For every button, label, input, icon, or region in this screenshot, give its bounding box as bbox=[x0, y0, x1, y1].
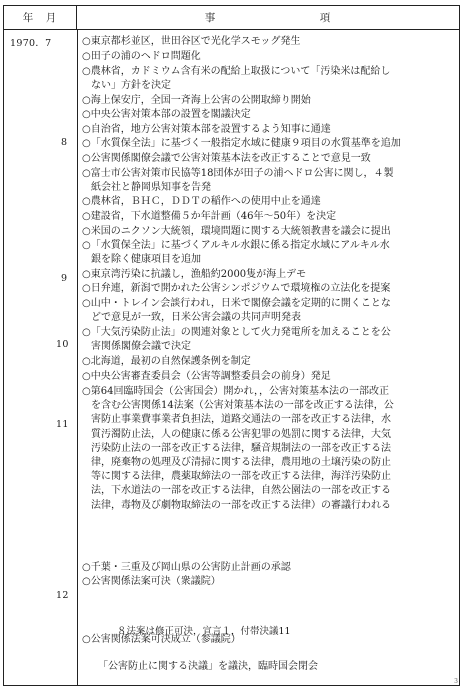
entry-line: 害防止事業費事業者負担法，道路交通法の一部を改正する法律，水 bbox=[91, 414, 391, 426]
entry bbox=[82, 239, 454, 267]
date-10: 10 bbox=[56, 339, 69, 350]
entry-line: ○自治省，地方公害対策本部を設置するよう知事に通達 bbox=[82, 124, 331, 135]
entry bbox=[82, 210, 454, 224]
date-11: 11 bbox=[56, 419, 69, 430]
entry-line: 害関係閣僚会議で決定 bbox=[91, 341, 191, 353]
date-1970-7: 1970．7 bbox=[10, 38, 52, 49]
entry-line: ない」方針を決定 bbox=[91, 80, 171, 92]
entry-line: 律，廃棄物の処理及び清掃に関する法律，農用地の土壌汚染の防止 bbox=[91, 457, 391, 469]
entry bbox=[82, 385, 454, 513]
entry bbox=[82, 561, 454, 575]
entry bbox=[82, 108, 454, 122]
entry-line: ○農林省，ＢＨＣ，ＤＤＴの稲作への使用中止を通達 bbox=[82, 196, 321, 207]
date-8: 8 bbox=[61, 137, 68, 148]
sub-note-house-vote: ８法案は修正可決，宣言１，付帯決議11 bbox=[117, 626, 291, 637]
chronology-table bbox=[3, 5, 460, 686]
entry bbox=[82, 152, 454, 166]
entry-line: ○中央公害対策本部の設置を閣議決定 bbox=[82, 109, 251, 120]
entry bbox=[82, 355, 454, 369]
entry-line: ○「大気汚染防止法」の関連対象として火力発電所を加えることを公 bbox=[82, 327, 391, 338]
entry bbox=[82, 50, 454, 64]
entry-line: 汚染防止法の一部を改正する法律，騒音規制法の一部を改正する法 bbox=[91, 442, 391, 454]
entry-line: ○第64回臨時国会（公害国会）開かれ，，公害対策基本法の一部改正 bbox=[82, 386, 390, 397]
entry-line: ○公害関係法案可決成立（参議院） bbox=[82, 634, 241, 645]
entry-line: 法律，毒物及び劇物取締法の一部を改正する法律）の審議行われる bbox=[91, 499, 391, 511]
entry bbox=[82, 370, 454, 384]
entry-line: ○東京湾汚染に抗議し，漁船約2000隻が海上デモ bbox=[82, 269, 307, 280]
entry-line: ○公害関係法案可決（衆議院） bbox=[82, 576, 221, 587]
date-12: 12 bbox=[56, 590, 69, 601]
entry-line: 質汚濁防止法，人の健康に係る公害犯罪の処罰に関する法律，大気 bbox=[91, 428, 391, 440]
entry-line: どで意見が一致，日米公害会議の共同声明発表 bbox=[91, 312, 301, 324]
entry-line: ○富士市公害対策市民協等18団体が田子の浦ヘドロ公害に関し，４製 bbox=[82, 168, 394, 179]
entry bbox=[82, 575, 454, 589]
entry bbox=[82, 137, 454, 151]
entry-line: ○建設省，下水道整備５か年計画（46年～50年）を決定 bbox=[82, 211, 337, 222]
entry-line: ○田子の浦のヘドロ問題化 bbox=[82, 51, 201, 62]
entry bbox=[82, 282, 454, 296]
entry-line: ○北海道，最初の自然保護条例を制定 bbox=[82, 356, 251, 367]
entry-line: 銀を除く健康項目を追加 bbox=[91, 254, 201, 266]
entry bbox=[82, 268, 454, 282]
entry-line: ○米国のニクソン大統領，環境問題に関する大統領教書を議会に提出 bbox=[82, 226, 391, 237]
entry-line: ○海上保安庁，全国一斉海上公害の公開取締り開始 bbox=[82, 95, 311, 106]
entry bbox=[82, 225, 454, 239]
entry-line: ○中央公害審査委員会（公害等調整委員会の前身）発足 bbox=[82, 371, 331, 382]
entry-line: 紙会社と静岡県知事を告発 bbox=[91, 182, 211, 194]
header-year-month: 年 月 bbox=[4, 6, 77, 30]
entry bbox=[82, 195, 454, 209]
entry bbox=[82, 123, 454, 137]
entry-line: を含む公害関係14法案（公害対策基本法の一部を改正する法律，公 bbox=[91, 400, 394, 412]
table-body bbox=[4, 30, 459, 685]
entry bbox=[82, 35, 454, 49]
entry bbox=[82, 326, 454, 354]
entry-line: ○「水質保全法」に基づくアルキル水銀に係る指定水域にアルキル水 bbox=[82, 240, 390, 251]
date-9: 9 bbox=[61, 273, 68, 284]
entry-line: ○東京都杉並区，世田谷区で光化学スモッグ発生 bbox=[82, 36, 301, 47]
entry bbox=[82, 297, 454, 325]
entry bbox=[82, 94, 454, 108]
entry-line: ○日弁連，新潟で開かれた公害シンポジウムで環境権の立法化を提案 bbox=[82, 283, 391, 294]
sub-note-resolution: 「公害防止に関する決議」を議決，臨時国会閉会 bbox=[98, 661, 318, 672]
entry-line: ○農林省，カドミウム含有米の配給上取扱について「汚染米は配給し bbox=[82, 66, 391, 77]
entry-line: ○山中・トレイン会談行われ，日米で閣僚会議を定期的に開くことな bbox=[82, 298, 391, 309]
entry-line: 等に関する法律，農薬取締法の一部を改正する法律，海洋汚染防止 bbox=[91, 471, 391, 483]
page-mark: 3 bbox=[454, 678, 458, 685]
header-events: 事 項 bbox=[204, 12, 332, 24]
entry-line: 法，下水道法の一部を改正する法律，自然公園法の一部を改正する bbox=[91, 485, 391, 497]
entry bbox=[82, 167, 454, 195]
entry-line: ○千葉・三重及び岡山県の公害防止計画の承認 bbox=[82, 562, 291, 573]
table-header bbox=[4, 6, 459, 30]
entry-line: ○公害関係閣僚会議で公害対策基本法を改正することで意見一致 bbox=[82, 153, 371, 164]
entry bbox=[82, 65, 454, 93]
entry-line: ○「水質保全法」に基づく一般指定水域に健康９項目の水質基準を追加 bbox=[82, 138, 401, 149]
